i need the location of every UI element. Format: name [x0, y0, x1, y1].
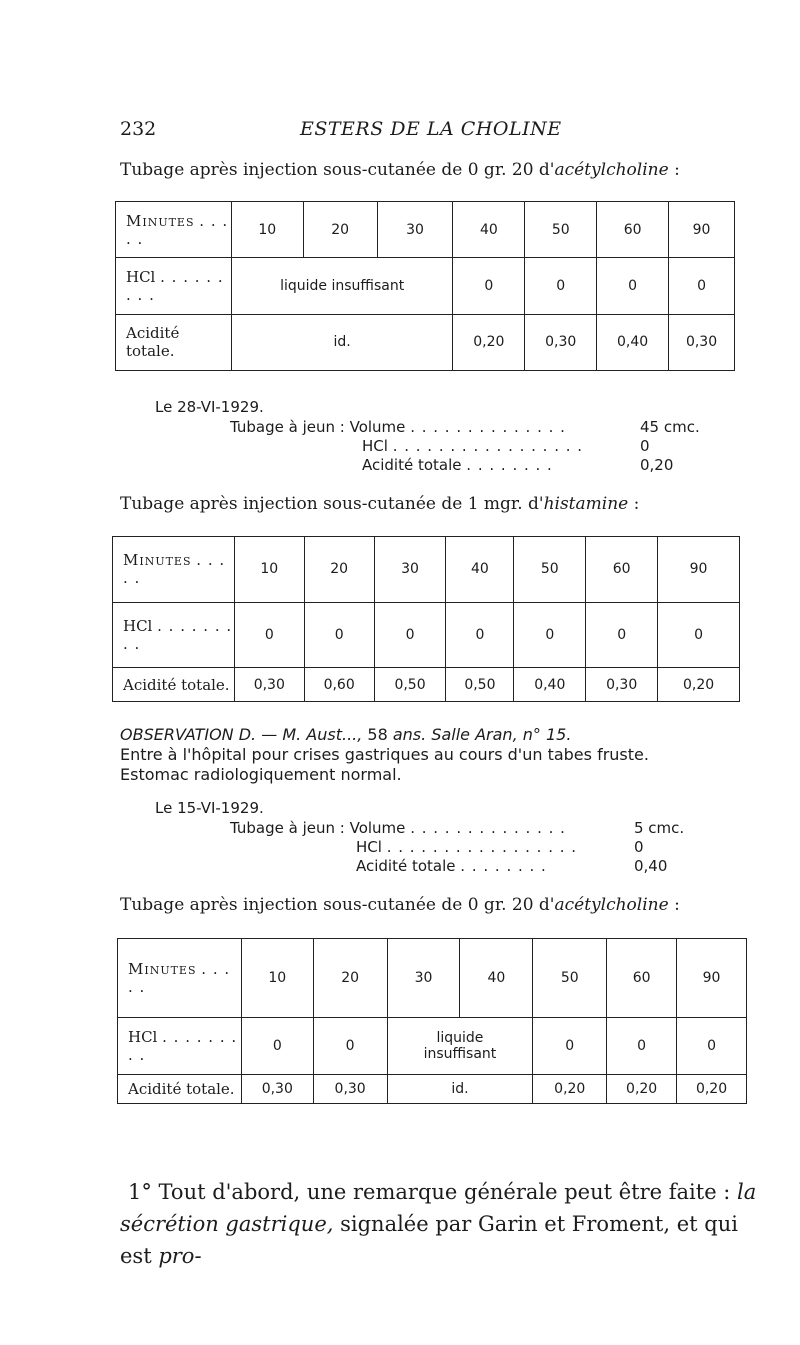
merged-cell: liquide insuffisant — [231, 258, 453, 314]
merged-cell: id. — [387, 1074, 533, 1103]
minute-cell: 60 — [607, 939, 677, 1018]
hcl-cell: 0 — [597, 258, 669, 314]
minute-cell: 20 — [313, 939, 387, 1018]
minute-cell: 90 — [669, 202, 735, 258]
fasting-row: HCl . . . . . . . . . . . . . . . . . 0 — [362, 437, 650, 455]
fasting-row: Acidité totale . . . . . . . . 0,40 — [356, 857, 668, 875]
table-acetylcholine-2 — [117, 938, 747, 1104]
merged-cell: id. — [231, 314, 453, 370]
fasting-row: Tubage à jeun : Volume . . . . . . . . . . . . . . 5 cmc. — [230, 819, 685, 837]
minute-cell: 40 — [487, 969, 506, 986]
caption-acetylcholine-2: Tubage après injection sous-cutanée de 0 gr. 20 d'acétylcholine : — [120, 895, 680, 915]
minutes-label-cell: Minutes . . . . . — [116, 202, 232, 258]
minute-cell: 90 — [677, 939, 747, 1018]
table-row — [113, 537, 740, 603]
page-header — [0, 118, 800, 148]
table-row — [113, 602, 740, 668]
minute-cell: 90 — [658, 537, 740, 603]
minute-cell: 10 — [234, 537, 304, 603]
hcl-cell: 0 — [453, 258, 525, 314]
caption-acetylcholine-1: Tubage après injection sous-cutanée de 0 gr. 20 d'acétylcholine : — [120, 160, 680, 180]
table-row — [116, 314, 735, 370]
minutes-label-cell: Minutes . . . . . — [113, 537, 235, 603]
hcl-cell: 0 — [514, 602, 586, 668]
hcl-cell: 0 — [446, 602, 514, 668]
observation-heading: OBSERVATION D. — M. Aust..., 58 ans. Salle Aran, n° 15. — [120, 725, 572, 744]
fasting-row: HCl . . . . . . . . . . . . . . . . . 0 — [356, 838, 644, 856]
hcl-cell: 0 — [525, 258, 597, 314]
acid-cell: 0,30 — [525, 314, 597, 370]
minute-cell: 40 — [446, 537, 514, 603]
acid-cell: 0,30 — [313, 1074, 387, 1103]
hcl-cell: 0 — [669, 258, 735, 314]
acid-cell: 0,30 — [586, 668, 658, 702]
minute-cell: 50 — [514, 537, 586, 603]
table-row — [118, 939, 747, 1018]
acid-cell: 0,50 — [446, 668, 514, 702]
acid-label-cell: Acidité totale. — [113, 668, 235, 702]
minute-cell: 20 — [304, 537, 374, 603]
hcl-cell: 0 — [304, 602, 374, 668]
acid-cell: 0,20 — [677, 1074, 747, 1103]
minute-cell: 20 — [303, 202, 377, 258]
hcl-cell: 0 — [586, 602, 658, 668]
table-row — [116, 258, 735, 314]
hcl-cell: 0 — [677, 1017, 747, 1074]
minute-cell: 10 — [231, 202, 303, 258]
table-row — [113, 668, 740, 702]
table-histamine — [112, 536, 740, 702]
acid-cell: 0,60 — [304, 668, 374, 702]
hcl-cell: 0 — [374, 602, 446, 668]
acid-cell: 0,50 — [374, 668, 446, 702]
fasting-row: Acidité totale . . . . . . . . 0,20 — [362, 456, 674, 474]
minute-cell: 50 — [525, 202, 597, 258]
observation-line: Estomac radiologiquement normal. — [120, 765, 402, 784]
acid-cell: 0,30 — [669, 314, 735, 370]
fasting-date-2: Le 15-VI-1929. — [155, 799, 264, 817]
acid-label-cell: Acidité totale. — [116, 314, 232, 370]
table-acetylcholine-1 — [115, 201, 735, 371]
acid-cell: 0,30 — [234, 668, 304, 702]
minute-cell: 30 — [374, 537, 446, 603]
hcl-label-cell: HCl . . . . . . . . . — [116, 258, 232, 314]
merged-cell: liquide insuffisant — [387, 1017, 533, 1074]
page-number: 232 — [120, 118, 157, 140]
table-row — [116, 202, 735, 258]
minutes-label-cell: Minutes . . . . . — [118, 939, 242, 1018]
minute-cell: 30 — [377, 202, 453, 258]
caption-histamine: Tubage après injection sous-cutanée de 1 mgr. d'histamine : — [120, 494, 640, 514]
hcl-cell: 0 — [234, 602, 304, 668]
minute-cell: 30 — [388, 939, 461, 1017]
hcl-cell: 0 — [658, 602, 740, 668]
minute-cell: 10 — [241, 939, 313, 1018]
fasting-row: Tubage à jeun : Volume . . . . . . . . . . . . . . 45 cmc. — [230, 418, 700, 436]
acid-cell: 0,30 — [241, 1074, 313, 1103]
minute-pair-cell — [387, 939, 533, 1018]
hcl-label-cell: HCl . . . . . . . . . — [113, 602, 235, 668]
acid-cell: 0,20 — [607, 1074, 677, 1103]
acid-cell: 0,40 — [597, 314, 669, 370]
acid-cell: 0,20 — [658, 668, 740, 702]
minute-cell: 60 — [597, 202, 669, 258]
acid-cell: 0,20 — [453, 314, 525, 370]
fasting-date-1: Le 28-VI-1929. — [155, 398, 264, 416]
hcl-cell: 0 — [607, 1017, 677, 1074]
minute-cell: 60 — [586, 537, 658, 603]
minute-cell: 50 — [533, 939, 607, 1018]
hcl-cell: 0 — [241, 1017, 313, 1074]
observation-line: Entre à l'hôpital pour crises gastriques au cours d'un tabes fruste. — [120, 745, 649, 764]
hcl-cell: 0 — [533, 1017, 607, 1074]
table-row — [118, 1074, 747, 1103]
acid-cell: 0,20 — [533, 1074, 607, 1103]
running-title: ESTERS DE LA CHOLINE — [300, 118, 562, 140]
closing-paragraph: 1° Tout d'abord, une remarque générale peut être faite : la sécrétion gastrique, signalée par Garin et Froment, et qui est pro- — [120, 1180, 757, 1268]
acid-cell: 0,40 — [514, 668, 586, 702]
minute-cell: 40 — [453, 202, 525, 258]
hcl-cell: 0 — [313, 1017, 387, 1074]
hcl-label-cell: HCl . . . . . . . . . — [118, 1017, 242, 1074]
acid-label-cell: Acidité totale. — [118, 1074, 242, 1103]
table-row — [118, 1017, 747, 1074]
